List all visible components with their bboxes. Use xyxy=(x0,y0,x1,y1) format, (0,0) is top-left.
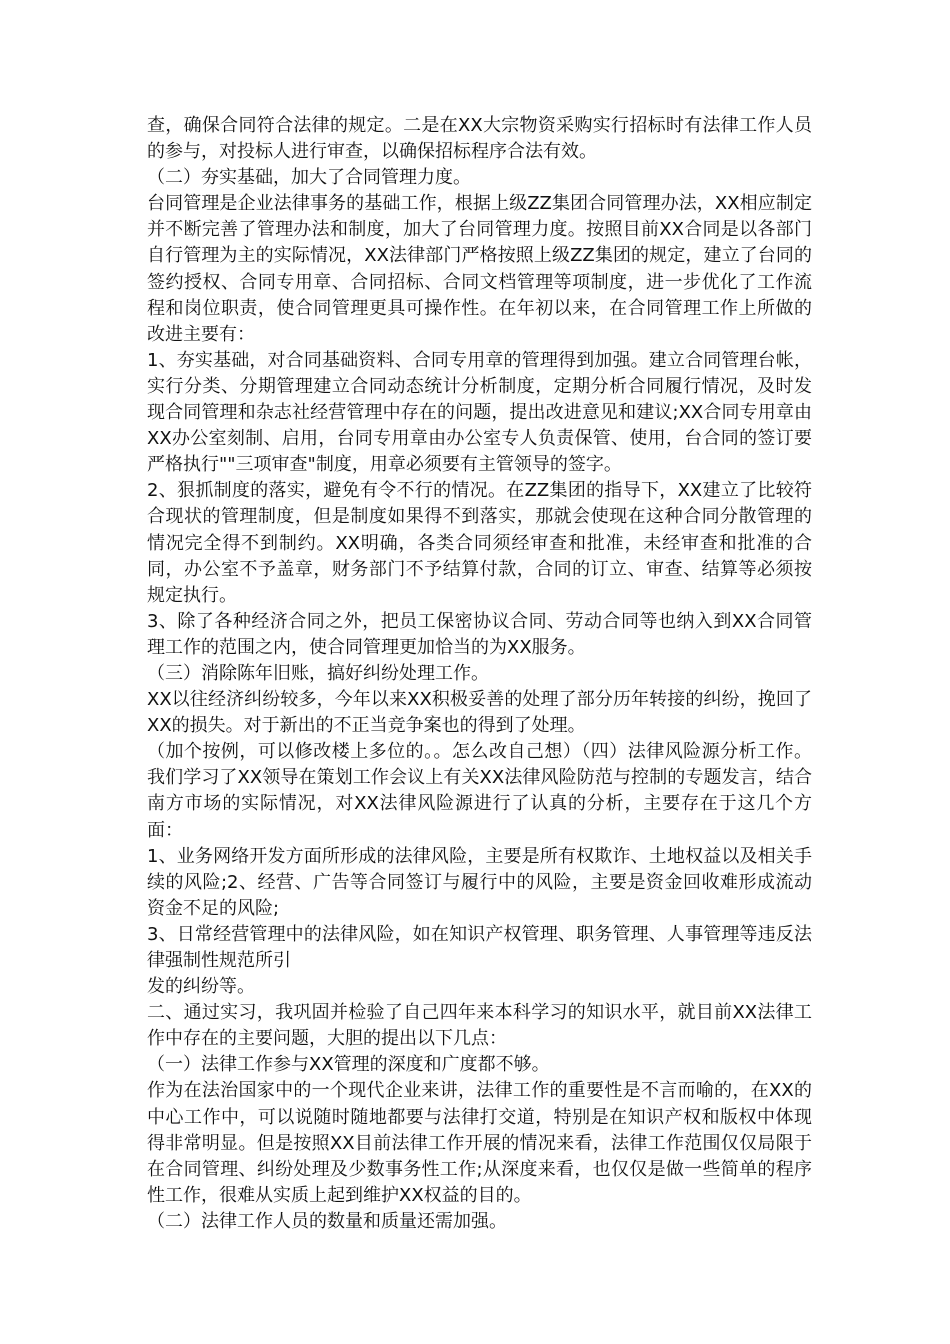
paragraph-item-3-scope: 3、除了各种经济合同之外，把员工保密协议合同、劳动合同等也纳入到XX合同管理工作的范围之内，使合同管理更加恰当的为XX服务。 xyxy=(147,610,812,658)
document-page xyxy=(147,113,812,1235)
paragraph-contract-review: 查，确保合同符合法律的规定。二是在XX大宗物资采购实行招标时有法律工作人员的参与，对投标人进行审查，以确保招标程序合法有效。 xyxy=(147,115,812,163)
paragraph-legal-risk-analysis: （加个按例，可以修改楼上多位的。。怎么改自己想）（四）法律风险源分析工作。我们学习了XX领导在策划工作会议上有关XX法律风险防范与控制的专题发言，结合南方市场的实际情况，对XX法律风险源进行了认真的分析，主要存在于这几个方面： xyxy=(147,741,812,841)
heading-depth-and-breadth: （一）法律工作参与XX管理的深度和广度都不够。 xyxy=(147,1054,550,1076)
paragraph-item-1-foundation: 1、夯实基础，对合同基础资料、合同专用章的管理得到加强。建立合同管理台帐，实行分类、分期管理建立合同动态统计分析制度，定期分析合同履行情况，及时发现合同管理和杂志社经营管理中存在的问题，提出改进意见和建议;XX合同专用章由XX办公室刻制、启用，台同专用章由办公室专人负责保管、使用，台合同的签订要严格执行""三项审查"制度，用章必须要有主管领导的签字。 xyxy=(147,349,812,476)
heading-dispute-handling: （三）消除陈年旧账，搞好纠纷处理工作。 xyxy=(147,662,489,684)
paragraph-risk-item-3-continued: 发的纠纷等。 xyxy=(147,976,255,998)
paragraph-section-two-intro: 二、通过实习，我巩固并检验了自己四年来本科学习的知识水平，就目前XX法律工作中存在的主要问题，大胆的提出以下几点： xyxy=(147,1002,812,1050)
heading-staff-quantity-quality: （二）法律工作人员的数量和质量还需加强。 xyxy=(147,1210,507,1232)
heading-strengthen-contract-management: （二）夯实基础，加大了合同管理力度。 xyxy=(147,167,471,189)
paragraph-item-2-implementation: 2、狠抓制度的落实，避免有令不行的情况。在ZZ集团的指导下，XX建立了比较符合现状的管理制度，但是制度如果得不到落实，那就会使现在这种合同分散管理的情况完全得不到制约。XX明确，各类合同须经审查和批准，未经审查和批准的合同，办公室不予盖章，财务部门不予结算付款，合同的订立、审查、结算等必须按规定执行。 xyxy=(147,480,812,606)
paragraph-risk-item-3: 3、日常经营管理中的法律风险，如在知识产权管理、职务管理、人事管理等违反法律强制性规范所引 xyxy=(147,923,812,971)
paragraph-dispute-results: XX以往经济纠纷较多，今年以来XX积极妥善的处理了部分历年转接的纠纷，挽回了XX的损失。对于新出的不正当竞争案也的得到了处理。 xyxy=(147,689,812,737)
paragraph-legal-work-importance: 作为在法治国家中的一个现代企业来讲，法律工作的重要性是不言而喻的，在XX的中心工作中，可以说随时随地都要与法律打交道，特别是在知识产权和版权中体现得非常明显。但是按照XX目前法律工作开展的情况来看，法律工作范围仅仅局限于在合同管理、纠纷处理及少数事务性工作;从深度来看，也仅仅是做一些简单的程序性工作，很难从实质上起到维护XX权益的目的。 xyxy=(147,1080,812,1206)
paragraph-risk-item-1-2: 1、业务网络开发方面所形成的法律风险，主要是所有权欺诈、土地权益以及相关手续的风险;2、经营、广告等合同签订与履行中的风险，主要是资金回收难形成流动资金不足的风险; xyxy=(147,845,812,919)
paragraph-contract-management-basics: 台同管理是企业法律事务的基础工作，根据上级ZZ集团合同管理办法，XX相应制定并不断完善了管理办法和制度，加大了台同管理力度。按照目前XX合同是以各部门自行管理为主的实际情况，XX法律部门严格按照上级ZZ集团的规定，建立了台同的签约授权、合同专用章、合同招标、合同文档管理等项制度，进一步优化了工作流程和岗位职责，使合同管理更具可操作性。在年初以来，在合同管理工作上所做的改进主要有： xyxy=(147,193,812,345)
